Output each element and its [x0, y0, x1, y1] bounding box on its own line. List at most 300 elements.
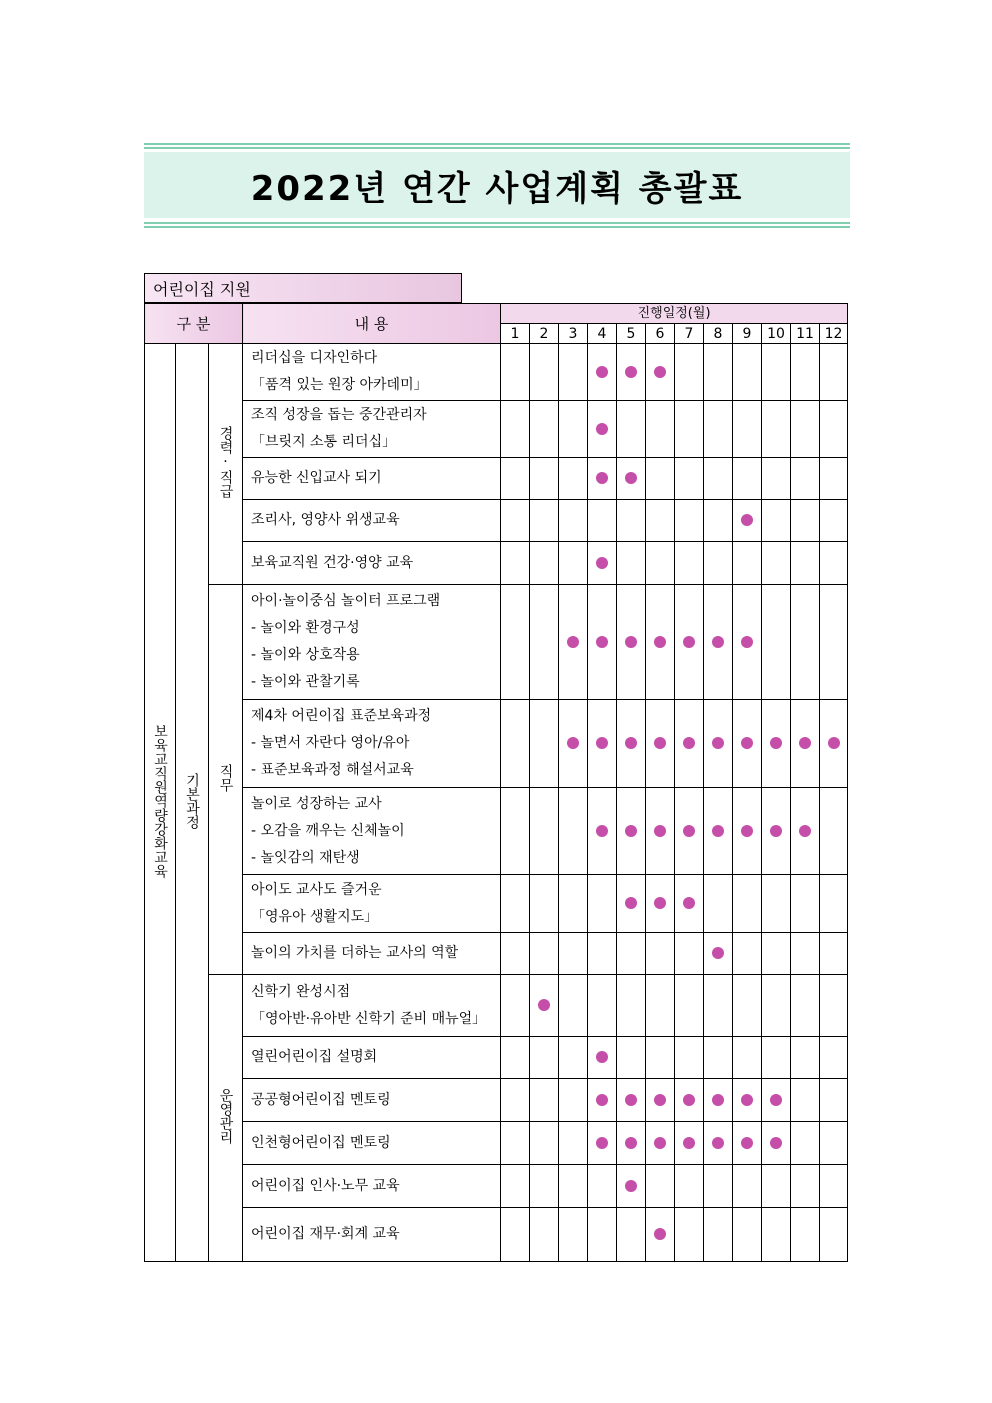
month-cell-8: [704, 458, 733, 500]
month-cell-3: [559, 933, 588, 975]
month-cell-1: [501, 458, 530, 500]
month-cell-7: [675, 401, 704, 458]
table-row: [145, 542, 848, 585]
month-cell-1: [501, 1165, 530, 1208]
schedule-dot: [712, 947, 724, 959]
month-cell-8: [704, 1165, 733, 1208]
month-cell-4: [588, 585, 617, 700]
month-cell-11: [791, 344, 820, 401]
month-cell-4: [588, 500, 617, 542]
month-header-11: 11: [791, 324, 820, 344]
month-cell-9: [733, 458, 762, 500]
program-line: 어린이집 인사·노무 교육: [251, 1177, 400, 1194]
schedule-dot: [596, 472, 608, 484]
month-cell-12: [820, 975, 848, 1037]
table-row: [145, 1165, 848, 1208]
program-content: [243, 401, 501, 458]
table-row: [145, 458, 848, 500]
month-cell-4: [588, 542, 617, 585]
schedule-table: [144, 303, 848, 1262]
program-content: [243, 1037, 501, 1079]
month-cell-10: [762, 542, 791, 585]
month-cell-6: [646, 1037, 675, 1079]
month-cell-7: [675, 500, 704, 542]
month-cell-12: [820, 788, 848, 875]
month-cell-5: [617, 344, 646, 401]
month-cell-9: [733, 933, 762, 975]
program-content: [243, 344, 501, 401]
month-cell-6: [646, 500, 675, 542]
title-bottom-rule: [144, 226, 850, 228]
month-cell-10: [762, 1208, 791, 1262]
month-cell-5: [617, 1208, 646, 1262]
program-line: - 오감을 깨우는 신체놀이: [251, 822, 405, 839]
schedule-dot: [654, 636, 666, 648]
month-cell-11: [791, 933, 820, 975]
schedule-dot: [625, 1094, 637, 1106]
month-cell-4: [588, 875, 617, 933]
month-cell-9: [733, 700, 762, 788]
month-cell-1: [501, 1208, 530, 1262]
month-cell-5: [617, 500, 646, 542]
month-cell-1: [501, 875, 530, 933]
program-line: 제4차 어린이집 표준보육과정: [251, 708, 432, 724]
schedule-dot: [741, 1137, 753, 1149]
category-level2-label: 기본과정: [184, 772, 200, 829]
month-cell-4: [588, 1208, 617, 1262]
month-cell-1: [501, 585, 530, 700]
table-row: [145, 401, 848, 458]
month-cell-7: [675, 585, 704, 700]
month-header-5: 5: [617, 324, 646, 344]
month-cell-10: [762, 700, 791, 788]
schedule-dot: [625, 737, 637, 749]
month-cell-9: [733, 344, 762, 401]
month-cell-11: [791, 975, 820, 1037]
month-cell-6: [646, 875, 675, 933]
schedule-dot: [683, 825, 695, 837]
table-row: [145, 1208, 848, 1262]
month-cell-10: [762, 1079, 791, 1122]
program-content: [243, 1079, 501, 1122]
table-row: [145, 975, 848, 1037]
month-header-3: 3: [559, 324, 588, 344]
month-cell-8: [704, 585, 733, 700]
program-line: - 놀이와 관찰기록: [251, 674, 360, 690]
program-line: 놀이의 가치를 더하는 교사의 역할: [251, 945, 459, 961]
month-cell-3: [559, 344, 588, 401]
month-cell-8: [704, 542, 733, 585]
month-cell-12: [820, 401, 848, 458]
month-cell-2: [530, 875, 559, 933]
program-content: [243, 585, 501, 700]
month-cell-3: [559, 700, 588, 788]
program-line: 보육교직원 건강·영양 교육: [251, 554, 414, 571]
month-cell-5: [617, 875, 646, 933]
month-header-7: 7: [675, 324, 704, 344]
month-cell-3: [559, 1079, 588, 1122]
schedule-dot: [596, 1137, 608, 1149]
program-line: - 놀이와 환경구성: [251, 620, 360, 636]
month-cell-2: [530, 1079, 559, 1122]
month-cell-6: [646, 1122, 675, 1165]
month-cell-2: [530, 1122, 559, 1165]
month-cell-12: [820, 933, 848, 975]
title-banner: [144, 152, 850, 218]
group-category: [209, 344, 243, 585]
schedule-dot: [625, 1137, 637, 1149]
month-cell-11: [791, 500, 820, 542]
month-cell-12: [820, 1165, 848, 1208]
month-cell-9: [733, 875, 762, 933]
program-content: [243, 875, 501, 933]
schedule-dot: [770, 1094, 782, 1106]
schedule-dot: [741, 737, 753, 749]
month-cell-1: [501, 1079, 530, 1122]
table-row: [145, 933, 848, 975]
table-row: [145, 788, 848, 875]
content-header: 내 용: [243, 304, 501, 344]
month-cell-5: [617, 700, 646, 788]
month-cell-1: [501, 344, 530, 401]
program-line: 조직 성장을 돕는 중간관리자: [251, 407, 427, 423]
month-cell-10: [762, 1122, 791, 1165]
month-cell-7: [675, 1208, 704, 1262]
month-cell-11: [791, 401, 820, 458]
program-content: [243, 542, 501, 585]
document-title: 2022년 연간 사업계획 총괄표: [250, 168, 744, 209]
document-title-box: [144, 143, 850, 228]
schedule-dot: [596, 366, 608, 378]
month-cell-3: [559, 1208, 588, 1262]
program-line: 열린어린이집 설명회: [251, 1049, 378, 1065]
month-cell-11: [791, 1037, 820, 1079]
month-cell-5: [617, 458, 646, 500]
month-cell-5: [617, 401, 646, 458]
schedule-dot: [683, 737, 695, 749]
month-header-6: 6: [646, 324, 675, 344]
month-header-12: 12: [820, 324, 848, 344]
month-cell-6: [646, 585, 675, 700]
month-cell-6: [646, 788, 675, 875]
month-cell-10: [762, 975, 791, 1037]
month-cell-6: [646, 1208, 675, 1262]
month-cell-1: [501, 1037, 530, 1079]
schedule-dot: [596, 636, 608, 648]
month-cell-11: [791, 788, 820, 875]
month-cell-6: [646, 700, 675, 788]
month-cell-2: [530, 700, 559, 788]
month-cell-10: [762, 500, 791, 542]
schedule-dot: [712, 1094, 724, 1106]
table-row: [145, 500, 848, 542]
month-cell-4: [588, 933, 617, 975]
month-cell-9: [733, 1079, 762, 1122]
schedule-dot: [828, 737, 840, 749]
month-cell-3: [559, 788, 588, 875]
program-content: [243, 975, 501, 1037]
month-cell-12: [820, 1079, 848, 1122]
month-cell-7: [675, 933, 704, 975]
program-line: - 놀면서 자란다 영아/유아: [251, 735, 410, 751]
month-cell-8: [704, 344, 733, 401]
month-cell-1: [501, 401, 530, 458]
month-cell-7: [675, 975, 704, 1037]
month-cell-8: [704, 401, 733, 458]
schedule-dot: [596, 423, 608, 435]
table-row: [145, 1037, 848, 1079]
schedule-dot: [799, 825, 811, 837]
title-bottom-rule-inner: [144, 222, 850, 224]
schedule-dot: [741, 636, 753, 648]
month-cell-12: [820, 1208, 848, 1262]
schedule-dot: [596, 825, 608, 837]
month-cell-4: [588, 401, 617, 458]
month-cell-8: [704, 1122, 733, 1165]
month-cell-11: [791, 1165, 820, 1208]
month-cell-1: [501, 788, 530, 875]
month-cell-6: [646, 933, 675, 975]
month-cell-1: [501, 542, 530, 585]
month-cell-8: [704, 875, 733, 933]
table-row: [145, 344, 848, 401]
schedule-dot: [770, 737, 782, 749]
table-row: [145, 1079, 848, 1122]
month-cell-9: [733, 1208, 762, 1262]
month-cell-1: [501, 975, 530, 1037]
month-cell-5: [617, 1037, 646, 1079]
month-cell-2: [530, 458, 559, 500]
month-cell-12: [820, 585, 848, 700]
program-content: [243, 1165, 501, 1208]
header-row: [145, 304, 848, 324]
month-cell-7: [675, 1079, 704, 1122]
month-cell-6: [646, 542, 675, 585]
month-cell-2: [530, 933, 559, 975]
month-cell-1: [501, 1122, 530, 1165]
month-cell-3: [559, 975, 588, 1037]
month-cell-7: [675, 700, 704, 788]
month-cell-11: [791, 700, 820, 788]
program-content: [243, 500, 501, 542]
month-cell-9: [733, 788, 762, 875]
month-header-4: 4: [588, 324, 617, 344]
month-cell-8: [704, 500, 733, 542]
month-cell-11: [791, 1208, 820, 1262]
month-cell-10: [762, 458, 791, 500]
schedule-dot: [770, 1137, 782, 1149]
schedule-dot: [654, 1228, 666, 1240]
month-cell-9: [733, 975, 762, 1037]
month-cell-5: [617, 788, 646, 875]
month-cell-10: [762, 585, 791, 700]
schedule-dot: [712, 636, 724, 648]
schedule-dot: [625, 472, 637, 484]
schedule-dot: [625, 636, 637, 648]
month-cell-5: [617, 585, 646, 700]
month-cell-12: [820, 1122, 848, 1165]
category-level2: [176, 344, 209, 1262]
month-cell-2: [530, 585, 559, 700]
month-cell-4: [588, 975, 617, 1037]
month-cell-8: [704, 975, 733, 1037]
month-cell-2: [530, 975, 559, 1037]
month-cell-3: [559, 500, 588, 542]
section-tab: 어린이집 지원: [144, 273, 462, 303]
month-cell-2: [530, 1037, 559, 1079]
program-line: 아이도 교사도 즐거운: [251, 881, 382, 898]
month-cell-2: [530, 344, 559, 401]
program-line: 신학기 완성시점: [251, 983, 351, 1000]
schedule-dot: [770, 825, 782, 837]
month-cell-2: [530, 542, 559, 585]
month-header-8: 8: [704, 324, 733, 344]
schedule-dot: [654, 737, 666, 749]
schedule-dot: [567, 737, 579, 749]
month-cell-10: [762, 344, 791, 401]
month-cell-9: [733, 542, 762, 585]
month-cell-12: [820, 500, 848, 542]
month-cell-2: [530, 500, 559, 542]
month-cell-4: [588, 1165, 617, 1208]
program-line: 어린이집 재무·회계 교육: [251, 1226, 400, 1242]
title-top-rule: [144, 143, 850, 145]
month-cell-4: [588, 344, 617, 401]
month-cell-8: [704, 700, 733, 788]
program-content: [243, 1122, 501, 1165]
schedule-dot: [712, 1137, 724, 1149]
month-cell-4: [588, 700, 617, 788]
schedule-header: 진행일정(월): [501, 304, 848, 324]
month-cell-8: [704, 1208, 733, 1262]
month-cell-1: [501, 700, 530, 788]
month-cell-7: [675, 1165, 704, 1208]
category-header: 구 분: [145, 304, 243, 344]
schedule-dot: [683, 1137, 695, 1149]
program-line: 리더십을 디자인하다: [251, 350, 378, 366]
month-cell-3: [559, 1122, 588, 1165]
month-cell-10: [762, 1165, 791, 1208]
month-cell-6: [646, 975, 675, 1037]
month-cell-4: [588, 458, 617, 500]
table-row: [145, 700, 848, 788]
month-cell-7: [675, 875, 704, 933]
schedule-dot: [683, 1094, 695, 1106]
schedule-dot: [596, 737, 608, 749]
month-cell-3: [559, 1037, 588, 1079]
schedule-dot: [654, 366, 666, 378]
month-header-2: 2: [530, 324, 559, 344]
month-cell-5: [617, 542, 646, 585]
table-row: [145, 875, 848, 933]
month-cell-6: [646, 1079, 675, 1122]
month-cell-4: [588, 1079, 617, 1122]
month-cell-10: [762, 401, 791, 458]
schedule-dot: [596, 557, 608, 569]
month-cell-9: [733, 500, 762, 542]
schedule-dot: [625, 1180, 637, 1192]
month-cell-12: [820, 700, 848, 788]
schedule-dot: [683, 636, 695, 648]
month-cell-10: [762, 875, 791, 933]
month-cell-3: [559, 458, 588, 500]
month-cell-12: [820, 542, 848, 585]
month-cell-3: [559, 875, 588, 933]
category-level1: [145, 344, 176, 1262]
title-top-rule-inner: [144, 147, 850, 149]
program-content: [243, 700, 501, 788]
schedule-dot: [741, 825, 753, 837]
month-cell-7: [675, 542, 704, 585]
program-content: [243, 788, 501, 875]
month-cell-9: [733, 1122, 762, 1165]
month-cell-9: [733, 401, 762, 458]
table-row: [145, 1122, 848, 1165]
month-cell-5: [617, 1079, 646, 1122]
month-cell-10: [762, 788, 791, 875]
month-cell-12: [820, 458, 848, 500]
month-cell-5: [617, 1165, 646, 1208]
schedule-dot: [654, 1094, 666, 1106]
month-cell-3: [559, 585, 588, 700]
group-category-label: 경력·직급: [217, 426, 234, 498]
program-line: - 놀이와 상호작용: [251, 647, 360, 663]
month-cell-1: [501, 933, 530, 975]
program-line: 「브릿지 소통 리더십」: [251, 434, 397, 450]
month-cell-8: [704, 1079, 733, 1122]
month-cell-7: [675, 344, 704, 401]
month-cell-7: [675, 1037, 704, 1079]
month-cell-8: [704, 933, 733, 975]
month-cell-3: [559, 542, 588, 585]
schedule-dot: [567, 636, 579, 648]
month-cell-5: [617, 975, 646, 1037]
schedule-dot: [741, 1094, 753, 1106]
month-cell-9: [733, 1037, 762, 1079]
month-cell-10: [762, 933, 791, 975]
schedule-dot: [625, 366, 637, 378]
month-cell-8: [704, 1037, 733, 1079]
month-header-9: 9: [733, 324, 762, 344]
schedule-dot: [799, 737, 811, 749]
group-category: [209, 975, 243, 1262]
month-cell-2: [530, 788, 559, 875]
program-line: 아이·놀이중심 놀이터 프로그램: [251, 593, 441, 609]
table-row: [145, 585, 848, 700]
month-cell-11: [791, 458, 820, 500]
schedule-dot: [741, 514, 753, 526]
month-cell-12: [820, 1037, 848, 1079]
month-cell-11: [791, 585, 820, 700]
program-content: [243, 1208, 501, 1262]
month-cell-7: [675, 1122, 704, 1165]
month-cell-6: [646, 458, 675, 500]
month-cell-3: [559, 401, 588, 458]
month-cell-2: [530, 401, 559, 458]
schedule-dot: [654, 825, 666, 837]
program-line: 유능한 신입교사 되기: [251, 470, 382, 486]
month-cell-11: [791, 542, 820, 585]
category-level1-label: 보육교직원역량강화교육: [152, 723, 168, 878]
program-content: [243, 458, 501, 500]
month-cell-5: [617, 933, 646, 975]
month-cell-11: [791, 1079, 820, 1122]
program-line: 놀이로 성장하는 교사: [251, 795, 382, 812]
month-cell-9: [733, 585, 762, 700]
month-cell-9: [733, 1165, 762, 1208]
month-cell-6: [646, 344, 675, 401]
schedule-dot: [712, 825, 724, 837]
